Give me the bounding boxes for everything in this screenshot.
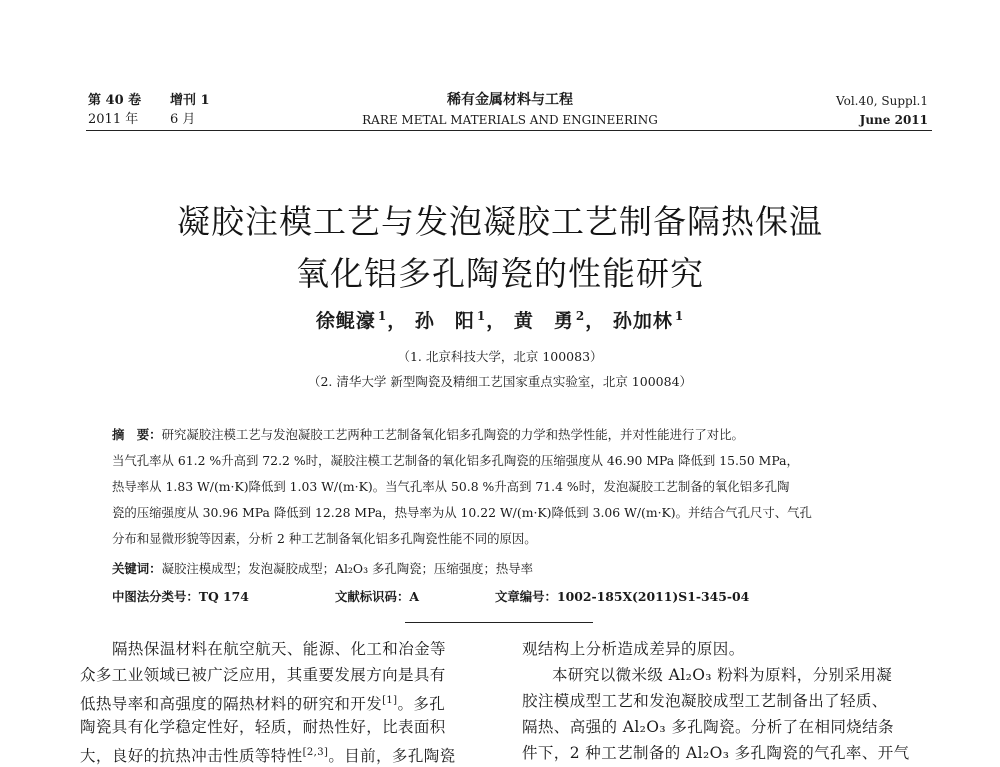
- article-number: [495, 588, 855, 606]
- body-text: 。多孔: [397, 695, 446, 714]
- body-text: 。目前，多孔陶瓷: [328, 747, 456, 766]
- body-right-line-4: 隔热、高强的 Al₂O₃ 多孔陶瓷。分析了在相同烧结条: [522, 718, 894, 736]
- abstract-line-1: [112, 426, 902, 444]
- body-right-line-3: 胶注模成型工艺和发泡凝胶成型工艺制备出了轻质、: [522, 692, 888, 710]
- abstract-label: 摘 要：: [112, 427, 162, 442]
- affiliation-1: （1. 北京科技大学，北京 100083）: [397, 349, 603, 364]
- header-date-en: June 2011: [859, 113, 928, 127]
- header-rule: [86, 130, 932, 131]
- header-supplement: 增刊 1: [170, 93, 210, 108]
- abstract-line-4: 瓷的压缩强度从 30.96 MPa 降低到 12.28 MPa，热导率为从 10.22 W/(m·K)降低到 3.06 W/(m·K)。并结合气孔尺寸、气孔: [112, 505, 812, 520]
- abstract-text: 研究凝胶注模工艺与发泡凝胶工艺两种工艺制备氧化铝多孔陶瓷的力学和热学性能，并对性能进行了对比。: [161, 427, 744, 442]
- journal-title-en: RARE METAL MATERIALS AND ENGINEERING: [362, 113, 658, 127]
- abstract-line-3: 热导率从 1.83 W/(m·K)降低到 1.03 W/(m·K)。当气孔率从 50.8 %升高到 71.4 %时，发泡凝胶工艺制备的氧化铝多孔陶: [112, 479, 790, 494]
- section-divider: [405, 622, 593, 623]
- author-affil-sup: 1: [377, 308, 388, 323]
- body-left-line-4: 陶瓷具有化学稳定性好，轻质，耐热性好，比表面积: [80, 718, 446, 736]
- article-number-label: 文章编号：: [495, 589, 557, 604]
- citation-ref: [2,3]: [302, 747, 329, 758]
- doc-code-label: 文献标识码：: [335, 589, 410, 604]
- author-affil-sup: 2: [575, 308, 586, 323]
- body-left-line-5: [80, 742, 456, 767]
- abstract-line-2: 当气孔率从 61.2 %升高到 72.2 %时，凝胶注模工艺制备的氧化铝多孔陶瓷的压缩强度从 46.90 MPa 降低到 15.50 MPa，: [112, 453, 799, 468]
- body-text: 大，良好的抗热冲击性质等特性: [80, 747, 303, 766]
- doc-code: [335, 588, 495, 606]
- author-affil-sup: 1: [476, 308, 487, 323]
- citation-ref: [1]: [382, 695, 398, 706]
- abstract-line-5: 分布和显微形貌等因素，分析 2 种工艺制备氧化铝多孔陶瓷性能不同的原因。: [112, 531, 537, 546]
- header-year: 2011 年: [88, 112, 139, 127]
- paper-title-line-1: 凝胶注模工艺与发泡凝胶工艺制备隔热保温: [177, 202, 823, 241]
- journal-title-cn: 稀有金属材料与工程: [447, 92, 573, 108]
- header-volume-en: Vol.40, Suppl.1: [836, 94, 928, 108]
- doc-code-value: A: [409, 589, 419, 604]
- affiliation-2: （2. 清华大学 新型陶瓷及精细工艺国家重点实验室，北京 100084）: [307, 374, 693, 389]
- header-volume: 第 40 卷: [88, 93, 142, 108]
- author-name: 黄 勇: [513, 310, 574, 332]
- body-left-line-2: 众多工业领域已被广泛应用，其重要发展方向是具有: [80, 666, 446, 684]
- body-right-line-1: 观结构上分析造成差异的原因。: [522, 640, 745, 658]
- body-left-line-1: 隔热保温材料在航空航天、能源、化工和冶金等: [112, 640, 446, 658]
- author-name: 孙加林: [612, 310, 673, 332]
- clc-value: TQ 174: [198, 589, 249, 604]
- body-left-line-3: [80, 690, 445, 715]
- article-number-value: 1002-185X(2011)S1-345-04: [556, 589, 750, 604]
- author-name: 孙 阳: [414, 310, 475, 332]
- body-right-line-2: 本研究以微米级 Al₂O₃ 粉料为原料，分别采用凝: [552, 666, 893, 684]
- header-month: 6 月: [170, 112, 196, 127]
- keywords: [112, 560, 902, 578]
- author-affil-sup: 1: [674, 308, 685, 323]
- body-text: 低热导率和高强度的隔热材料的研究和开发: [80, 695, 383, 714]
- author-list: 徐鲲濠 $^1$， 孙 阳 $^1$， 黄 勇 $^2$， 孙加林 $^1$: [315, 308, 685, 332]
- author-name: 徐鲲濠: [315, 310, 376, 332]
- clc-label: 中图法分类号：: [112, 589, 199, 604]
- paper-title-line-2: 氧化铝多孔陶瓷的性能研究: [296, 254, 704, 293]
- keywords-label: 关键词：: [112, 561, 162, 576]
- keywords-text: 凝胶注模成型；发泡凝胶成型；Al₂O₃ 多孔陶瓷；压缩强度；热导率: [161, 561, 534, 576]
- body-right-line-5: 件下，2 种工艺制备的 Al₂O₃ 多孔陶瓷的气孔率、开气: [522, 744, 910, 762]
